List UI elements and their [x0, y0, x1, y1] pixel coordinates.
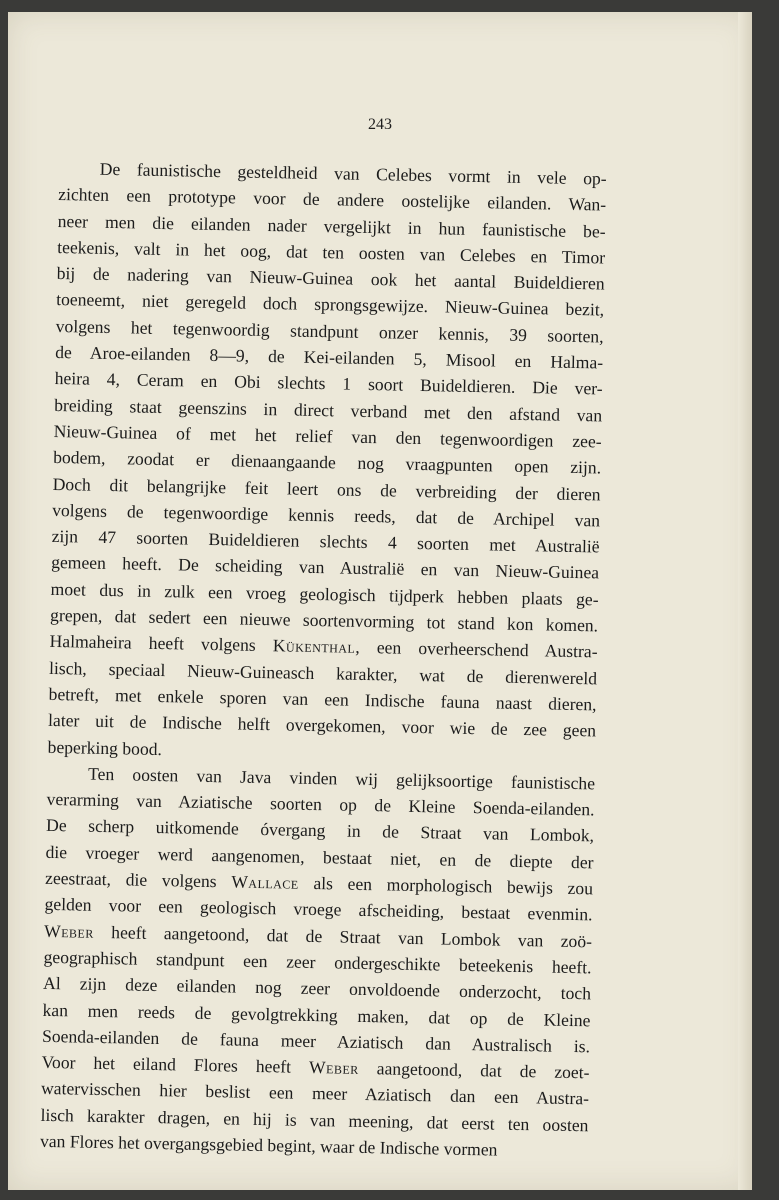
text-line: breiding staat geenszins in direct verband met den afstand van [54, 394, 603, 426]
text-line: lisch, speciaal Nieuw-Guineasch karakter, wat de dierenwereld [48, 657, 598, 689]
author-name: Wallace [231, 871, 299, 893]
text-line: verarming van Aziatische soorten op de Kleine Soenda-eilanden. [46, 789, 595, 820]
text-line: Soenda-eilanden de fauna meer Aziatisch dan Australisch is. [41, 1025, 591, 1057]
text-line: bodem, zoodat er dienaangaande nog vraagpunten open zijn. [53, 447, 602, 478]
text-line: zijn 47 soorten Buideldieren slechts 4 soorten met Australië [51, 526, 600, 557]
author-name: Weber [308, 1057, 359, 1079]
text-line: kan men reeds de gevolgtrekking maken, dat op de Kleine [42, 999, 591, 1030]
paragraph [47, 155, 607, 770]
text-line: Doch dit belangrijke feit leert ons de verbreiding der dieren [52, 473, 601, 505]
text-line: bij de nadering van Nieuw-Guinea ook het aantal Buideldieren [56, 263, 605, 294]
text-line: Ten oosten van Java vinden wij gelijksoortige faunistische [87, 763, 596, 794]
text-line: Voor het eiland Flores heeft Weber aangetoond, dat de zoet- [41, 1051, 590, 1083]
text-line: Al zijn deze eilanden nog zeer onvoldoende onderzocht, toch [42, 973, 592, 1004]
text-line: teekenis, valt in het oog, dat ten oosten van Celebes en Timor [57, 236, 606, 268]
text-line: Halmaheira heeft volgens Kükenthal, een overheerschend Austra- [49, 631, 598, 662]
text-line: zeestraat, die volgens Wallace als een morphologisch bewijs zou [44, 867, 594, 899]
author-name: Kükenthal [272, 635, 356, 658]
text-line: volgens de tegenwoordige kennis reeds, dat de Archipel van [51, 499, 601, 531]
text-line: gemeen heeft. De scheiding van Australië en van Nieuw-Guinea [50, 552, 600, 583]
text-line: de Aroe-eilanden 8—9, de Kei-eilanden 5, Misool en Halma- [55, 342, 604, 373]
body-text [40, 155, 607, 1165]
text-line: moet dus in zulk een vroeg geologisch tijdperk hebben plaats ge- [50, 578, 599, 610]
text-line: Nieuw-Guinea of met het relief van den tegenwoordigen zee- [53, 420, 602, 452]
text-line: neer men die eilanden nader vergelijkt in hun faunistische be- [57, 210, 606, 242]
page-spine-shadow [738, 12, 752, 1190]
text-line: geographisch standpunt een zeer ondergeschikte beteekenis heeft. [43, 946, 592, 978]
text-line: volgens het tegenwoordig standpunt onzer kennis, 39 soorten, [55, 315, 604, 347]
text-line: De scherp uitkomende óvergang in de Straat van Lombok, [45, 815, 595, 846]
text-line: van Flores het overgangsgebied begint, waar de Indische vormen [39, 1130, 498, 1160]
text-line: toeneemt, niet geregeld doch sprongsgewijze. Nieuw-Guinea bezit, [56, 289, 605, 320]
text-line: watervisschen hier beslist een meer Aziatisch dan een Austra- [40, 1078, 590, 1109]
author-name: Weber [43, 920, 95, 942]
text-line: grepen, dat sedert een nieuwe soortenvorming tot stand kon komen. [49, 604, 599, 636]
text-line: heira 4, Ceram en Obi slechts 1 soort Buideldieren. Die ver- [54, 368, 603, 399]
text-line: betreft, met enkele sporen van een Indische fauna naast dieren, [48, 683, 597, 715]
text-line: gelden voor een geologisch vroege afscheiding, bestaat evenmin. [44, 894, 593, 925]
text-line: lisch karakter dragen, en hij is van meening, dat eerst ten oosten [40, 1104, 589, 1136]
paragraph [40, 760, 595, 1165]
book-page [8, 12, 752, 1190]
page-number: 243 [368, 116, 392, 133]
text-line: die vroeger werd aangenomen, bestaat niet, en de diepte der [45, 841, 594, 873]
text-line: beperking bood. [47, 736, 163, 759]
text-line: De faunistische gesteldheid van Celebes vormt in vele op- [99, 158, 607, 189]
text-line: zichten een prototype voor de andere oostelijke eilanden. Wan- [58, 184, 607, 215]
text-line: later uit de Indische helft overgekomen, voor wie de zee geen [47, 710, 597, 741]
text-line: Weber heeft aangetoond, dat de Straat van Lombok van zoö- [43, 920, 593, 951]
